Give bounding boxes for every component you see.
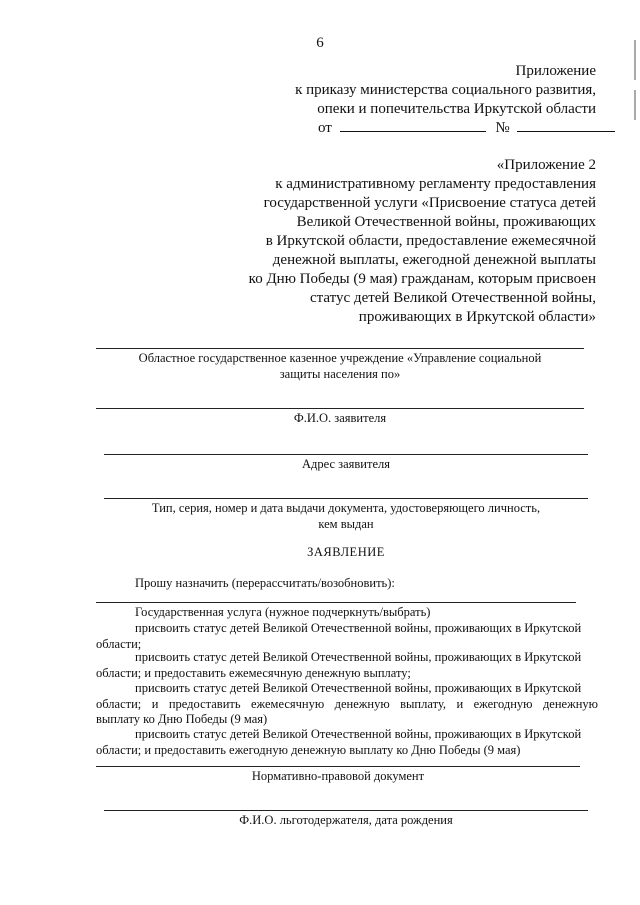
beneficiary-caption: Ф.И.О. льготодержателя, дата рождения [239, 813, 453, 827]
applicant-address-fill-line[interactable] [104, 454, 588, 455]
applicant-address-caption: Адрес заявителя [302, 457, 390, 471]
number-sign: № [495, 120, 510, 136]
appendix2-line-7: ко Дню Победы (9 мая) гражданам, которым присвоен [248, 271, 596, 287]
beneficiary-fill-line[interactable] [104, 810, 588, 811]
institution-caption-2: защиты населения по» [279, 367, 401, 381]
scan-edge-mark [634, 90, 636, 120]
appendix2-line-5: в Иркутской области, предоставление ежемесячной [265, 233, 596, 249]
option-1-line-1[interactable]: присвоить статус детей Великой Отечественной войны, проживающих в Иркутской [135, 621, 582, 635]
date-blank-field[interactable] [340, 130, 486, 132]
option-3-line-3[interactable]: выплату ко Дню Победы (9 мая) [96, 712, 268, 726]
option-3-line-1[interactable]: присвоить статус детей Великой Отечественной войны, проживающих в Иркутской [135, 681, 582, 695]
appendix-title: Приложение [515, 63, 596, 79]
option-3-line-2[interactable]: области; и предоставить ежемесячную денежную выплату, и ежегодную денежную [96, 697, 598, 711]
option-2-line-2[interactable]: области; и предоставить ежемесячную денежную выплату; [96, 666, 411, 680]
number-blank-field[interactable] [517, 130, 615, 132]
appendix2-line-9: проживающих в Иркутской области» [358, 309, 596, 325]
legal-document-caption: Нормативно-правовой документ [251, 769, 425, 783]
option-4-line-2[interactable]: области; и предоставить ежегодную денежную выплату ко Дню Победы (9 мая) [96, 743, 521, 757]
institution-caption-1: Областное государственное казенное учреждение «Управление социальной [138, 351, 542, 365]
scan-edge-mark [634, 40, 636, 80]
applicant-name-caption: Ф.И.О. заявителя [293, 411, 387, 425]
option-2-line-1[interactable]: присвоить статус детей Великой Отечественной войны, проживающих в Иркутской [135, 650, 582, 664]
date-prefix: от [318, 120, 332, 136]
page-number: 6 [316, 35, 324, 51]
legal-document-fill-line[interactable] [96, 766, 580, 767]
appendix-line-1: к приказу министерства социального развития, [295, 82, 596, 98]
id-document-caption-1: Тип, серия, номер и дата выдачи документа, удостоверяющего личность, [151, 501, 541, 515]
appendix2-line-4: Великой Отечественной войны, проживающих [296, 214, 596, 230]
id-document-caption-2: кем выдан [318, 517, 374, 531]
service-label: Государственная услуга (нужное подчеркнуть/выбрать) [135, 605, 431, 619]
id-document-fill-line[interactable] [104, 498, 588, 499]
appendix2-line-6: денежной выплаты, ежегодной денежной выплаты [272, 252, 596, 268]
statement-heading: ЗАЯВЛЕНИЕ [307, 545, 385, 559]
option-4-line-1[interactable]: присвоить статус детей Великой Отечественной войны, проживающих в Иркутской [135, 727, 582, 741]
appendix2-line-1: «Приложение 2 [496, 157, 596, 173]
institution-fill-line[interactable] [96, 348, 584, 349]
option-1-line-2[interactable]: области; [96, 637, 142, 651]
service-fill-line[interactable] [96, 602, 576, 603]
appendix-line-2: опеки и попечительства Иркутской области [317, 101, 596, 117]
appendix2-line-2: к административному регламенту предоставления [275, 176, 596, 192]
appendix2-line-8: статус детей Великой Отечественной войны, [310, 290, 596, 306]
applicant-name-fill-line[interactable] [96, 408, 584, 409]
appendix-date-row [318, 119, 615, 138]
request-text: Прошу назначить (перерассчитать/возобновить): [135, 576, 395, 590]
appendix2-line-3: государственной услуги «Присвоение статуса детей [263, 195, 596, 211]
